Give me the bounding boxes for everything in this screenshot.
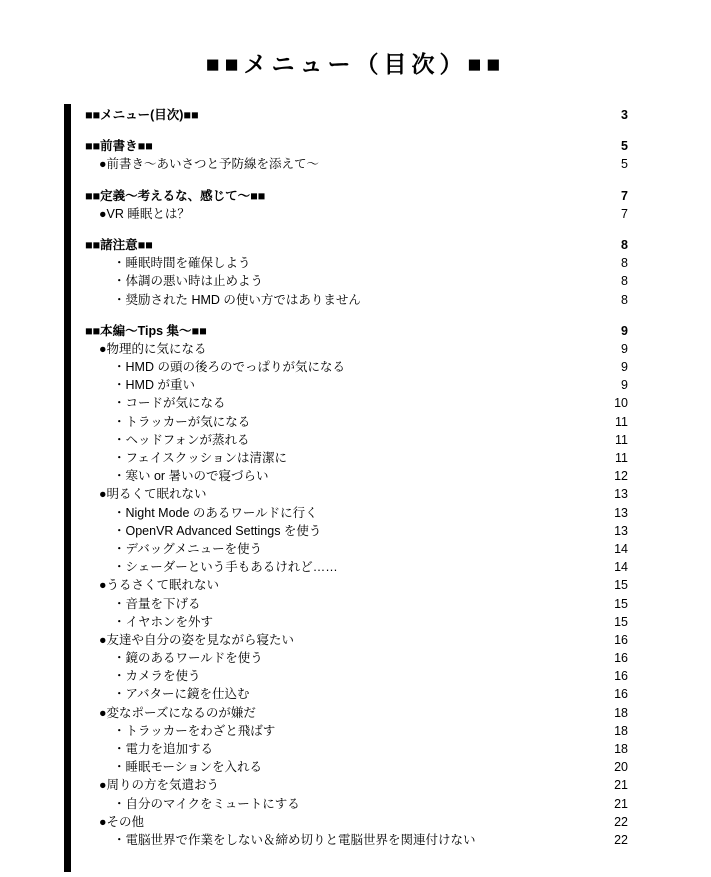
toc-entry [85, 236, 628, 254]
page-title: ■■メニュー（目次）■■ [205, 51, 506, 77]
toc-entry [85, 813, 628, 831]
toc-entry-page: 3 [621, 108, 628, 122]
toc-entry-page: 11 [615, 432, 628, 447]
toc-entry-page: 16 [614, 651, 628, 666]
toc-entry [85, 376, 628, 394]
toc-entry-label: ・Night Mode のあるワールドに行く [113, 505, 318, 520]
toc-entry [85, 413, 628, 431]
toc-entry-page: 16 [614, 669, 628, 684]
toc-entry [85, 631, 628, 649]
toc-entry [85, 205, 628, 223]
toc-entry-label: ・自分のマイクをミュートにする [113, 796, 300, 811]
toc-entry [85, 431, 628, 449]
toc-entry [85, 704, 628, 722]
toc-entry-label: ・フェイスクッションは清潔に [113, 451, 288, 465]
toc-entry-label: ・コードが気になる [113, 396, 226, 411]
toc-entry-page: 11 [615, 414, 628, 429]
toc-entry [85, 155, 628, 173]
toc-entry-page: 18 [614, 742, 628, 756]
toc-entry [85, 558, 628, 576]
toc-entry-page: 9 [621, 341, 628, 356]
toc-entry-page: 9 [621, 323, 628, 338]
toc-entry [85, 740, 628, 758]
toc-entry-label: ・イヤホンを外す [113, 614, 214, 629]
toc-entry-label: ●うるさくて眠れない [99, 578, 220, 593]
toc-entry-label: ■■メニュー(目次)■■ [85, 108, 199, 122]
left-border-rule [64, 104, 71, 872]
toc-entry [85, 272, 628, 290]
toc-entry-label: ●物理的に気になる [99, 341, 207, 356]
toc-entry-page: 20 [614, 760, 628, 775]
toc-entry-label: ・ヘッドフォンが蒸れる [113, 432, 250, 447]
toc-entry-label: ・音量を下げる [113, 596, 201, 611]
toc-entry-label: ■■前書き■■ [85, 139, 153, 154]
toc-entry-label: ■■本編〜Tips 集〜■■ [85, 323, 207, 338]
toc-entry [85, 322, 628, 340]
toc-entry-label: ●その他 [99, 814, 145, 829]
toc-entry [85, 795, 628, 813]
toc-entry [85, 187, 628, 205]
toc-entry-label: ・カメラを使う [113, 669, 201, 684]
toc-entry [85, 613, 628, 631]
toc-entry [85, 106, 628, 124]
toc-entry-label: ・アバターに鏡を仕込む [113, 687, 250, 702]
toc-entry-label: ●VR 睡眠とは？ [99, 206, 190, 221]
toc-entry-page: 15 [614, 596, 628, 611]
toc-entry-page: 22 [614, 814, 628, 829]
toc-entry-label: ・鏡のあるワールドを使う [113, 651, 263, 666]
toc-entry-label: ・シェーダーという手もあるけれど…… [113, 560, 338, 575]
toc-entry [85, 467, 628, 485]
toc-entry-label: ・HMD の頭の後ろのでっぱりが気になる [113, 360, 345, 375]
toc-entry [85, 522, 628, 540]
toc-entry-page: 8 [621, 274, 628, 289]
toc-entry-label: ・奨励された HMD の使い方ではありません [113, 292, 361, 307]
toc-entry-page: 13 [614, 523, 628, 538]
toc-entry [85, 254, 628, 272]
toc-entry-page: 15 [614, 614, 628, 629]
toc-entry-label: ・睡眠時間を確保しよう [113, 256, 251, 271]
toc-entry-page: 7 [621, 206, 628, 221]
toc-entry [85, 137, 628, 155]
toc-entry-page: 14 [614, 560, 628, 575]
toc-entry [85, 449, 628, 467]
toc-entry-page: 8 [621, 237, 628, 252]
toc-entry [85, 685, 628, 703]
toc-entry-label: ・OpenVR Advanced Settings を使う [113, 523, 322, 538]
toc-entry-page: 10 [614, 396, 628, 411]
toc-entry-page: 13 [614, 487, 628, 502]
toc-entry-page: 21 [614, 778, 628, 793]
toc-entry [85, 758, 628, 776]
toc-entry [85, 831, 628, 849]
toc-entry-label: ●友達や自分の姿を見ながら寝たい [99, 632, 295, 647]
toc-entry [85, 595, 628, 613]
toc-entry-label: ■■諸注意■■ [85, 237, 153, 252]
toc-entry-label: ・電脳世界で作業をしない＆締め切りと電脳世界を関連付けない [113, 832, 476, 847]
toc-entry-page: 21 [614, 796, 628, 811]
toc-entry-page: 22 [614, 832, 628, 847]
toc-entry-page: 5 [621, 139, 628, 154]
toc-entry-page: 5 [621, 157, 628, 172]
toc-entry-page: 8 [621, 256, 628, 271]
toc-entry-page: 9 [621, 360, 628, 375]
toc-entry-label: ・体調の悪い時は止めよう [113, 274, 264, 289]
toc-entry-label: ・睡眠モーションを入れる [113, 760, 263, 775]
toc-entry-page: 8 [621, 292, 628, 307]
toc-entry [85, 649, 628, 667]
toc-entry-label: ●明るくて眠れない [99, 487, 207, 502]
toc-entry-page: 11 [615, 451, 628, 465]
toc-entry [85, 667, 628, 685]
toc-entry-page: 13 [614, 505, 628, 520]
toc-entry-page: 16 [614, 632, 628, 647]
toc-entry [85, 776, 628, 794]
toc-entry [85, 340, 628, 358]
toc-entry-label: ■■定義〜考えるな、感じて〜■■ [85, 188, 266, 203]
toc-entry [85, 504, 628, 522]
toc-entry-label: ●変なポーズになるのが嫌だ [99, 705, 256, 720]
toc-entry [85, 576, 628, 594]
toc-entry [85, 540, 628, 558]
toc-entry-page: 7 [621, 188, 628, 203]
toc-entry-page: 16 [614, 687, 628, 702]
toc-entry-label: ・トラッカーをわざと飛ばす [113, 723, 276, 738]
toc-entry-label: ・HMD が重い [113, 378, 195, 393]
toc-entry [85, 485, 628, 503]
toc-entry [85, 291, 628, 309]
toc-entry-label: ・寒い or 暑いので寝づらい [113, 469, 269, 484]
toc-entry-page: 18 [614, 723, 628, 738]
toc-entry-label: ●周りの方を気遣おう [99, 778, 220, 793]
toc-entry [85, 394, 628, 412]
toc-entry-page: 18 [614, 705, 628, 720]
toc-entry-label: ●前書き〜あいさつと予防線を添えて〜 [99, 157, 320, 172]
toc-entry-page: 14 [614, 541, 628, 556]
toc-entry-label: ・電力を追加する [113, 742, 214, 756]
toc-entry [85, 722, 628, 740]
toc-entry-page: 9 [621, 378, 628, 393]
toc-entry-page: 12 [614, 469, 628, 484]
toc-entry-label: ・デバッグメニューを使う [113, 541, 263, 556]
toc-entry-label: ・トラッカーが気になる [113, 414, 251, 429]
toc-list [85, 106, 628, 849]
toc-entry [85, 358, 628, 376]
toc-entry-page: 15 [614, 578, 628, 593]
